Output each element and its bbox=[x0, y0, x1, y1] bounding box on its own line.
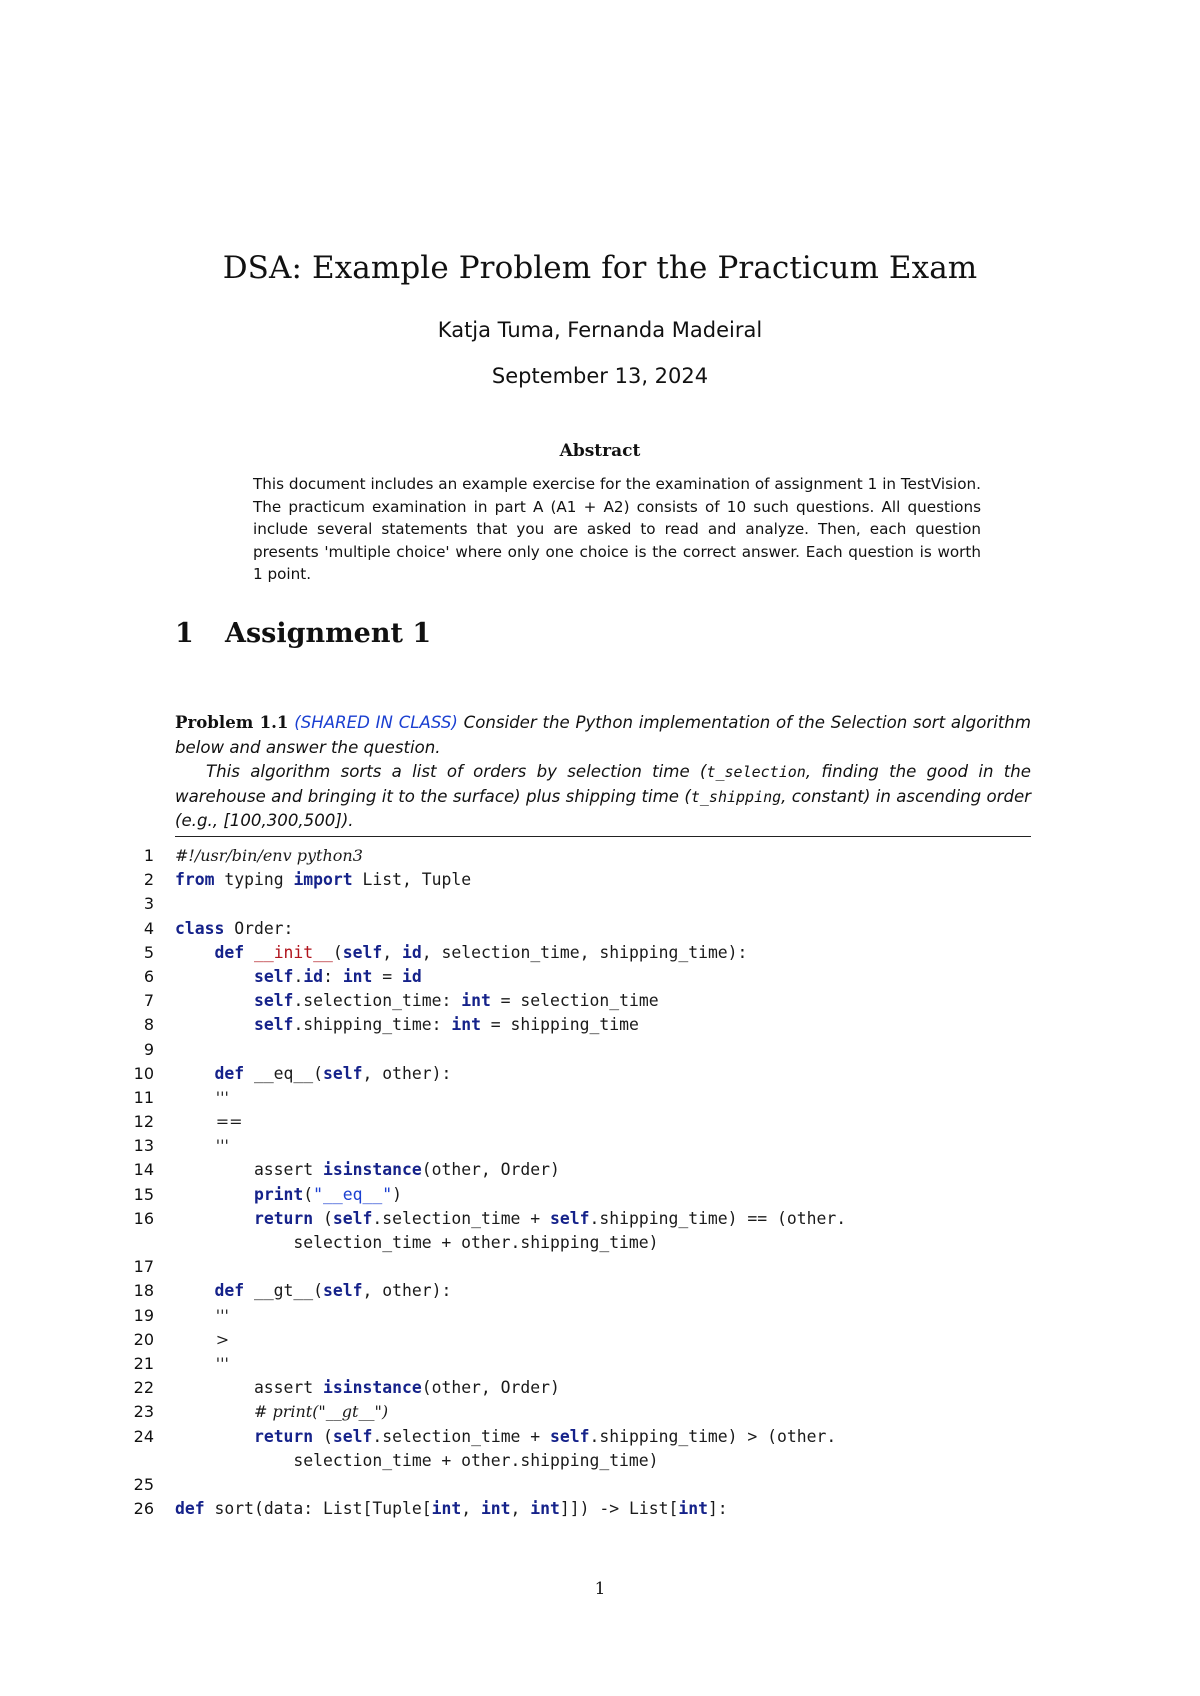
code-token: self bbox=[332, 1426, 373, 1446]
line-number: 13 bbox=[133, 1136, 154, 1156]
code-token: __eq__( bbox=[244, 1063, 324, 1083]
code-token: List, Tuple bbox=[352, 870, 472, 890]
problem-description bbox=[175, 760, 1031, 834]
code-token: , bbox=[510, 1499, 531, 1519]
line-number: 19 bbox=[133, 1305, 154, 1325]
code-token: ( bbox=[313, 1426, 333, 1446]
code-token: self bbox=[253, 966, 294, 986]
code-listing bbox=[130, 844, 1060, 1521]
code-text: selection_time + other.shipping_time) bbox=[175, 1450, 659, 1470]
code-line bbox=[130, 1352, 1060, 1376]
code-token: typing bbox=[214, 870, 294, 890]
code-token: int bbox=[530, 1499, 560, 1519]
code-token: assert bbox=[175, 1160, 324, 1180]
code-token: self bbox=[323, 1063, 363, 1083]
code-token: self bbox=[253, 991, 294, 1011]
code-token: ( bbox=[303, 1184, 314, 1204]
line-number: 10 bbox=[133, 1063, 154, 1083]
code-token bbox=[175, 1209, 254, 1228]
line-number: 11 bbox=[133, 1087, 154, 1107]
line-number: 5 bbox=[143, 942, 154, 962]
line-number: 8 bbox=[143, 1015, 154, 1035]
code-text: ''' bbox=[175, 1136, 229, 1156]
code-text: ''' bbox=[175, 1087, 229, 1107]
problem-label: Problem 1.1 bbox=[175, 712, 289, 732]
code-token: .selection_time + bbox=[372, 1426, 551, 1446]
code-token: isinstance bbox=[323, 1378, 422, 1398]
code-text: ''' bbox=[175, 1305, 229, 1325]
code-line bbox=[130, 917, 1060, 941]
code-token: class bbox=[175, 918, 225, 938]
code-token: def bbox=[175, 1499, 205, 1519]
code-token: id bbox=[402, 966, 422, 986]
code-line bbox=[130, 1158, 1060, 1182]
code-token bbox=[175, 1427, 254, 1446]
code-line bbox=[130, 1086, 1060, 1110]
line-number: 23 bbox=[133, 1402, 154, 1422]
code-line bbox=[130, 1038, 1060, 1062]
code-text: == bbox=[175, 1112, 243, 1132]
code-comment: # print("__gt__") bbox=[253, 1402, 389, 1422]
code-token: self bbox=[550, 1208, 590, 1228]
code-token: id bbox=[303, 966, 324, 986]
code-token: from bbox=[175, 870, 215, 890]
line-number: 18 bbox=[133, 1281, 154, 1301]
code-token: . bbox=[293, 966, 304, 986]
line-number: 15 bbox=[133, 1184, 154, 1204]
problem-desc-part: , finding the good in the warehouse and bringing it to the surface) plus shipping time ( bbox=[175, 762, 1031, 806]
code-line bbox=[130, 1013, 1060, 1037]
code-line bbox=[130, 1255, 1060, 1279]
line-number: 2 bbox=[143, 870, 154, 890]
code-text bbox=[175, 1400, 388, 1424]
line-number: 26 bbox=[133, 1499, 154, 1519]
code-line bbox=[130, 1110, 1060, 1134]
code-text bbox=[175, 1207, 846, 1231]
code-line-continuation bbox=[130, 1231, 1060, 1255]
code-token: = bbox=[372, 966, 403, 986]
code-token: : bbox=[323, 966, 343, 986]
code-text: #!/usr/bin/env python3 bbox=[175, 846, 363, 865]
line-number: 24 bbox=[133, 1426, 154, 1446]
code-token: Order: bbox=[224, 918, 294, 938]
line-number: 7 bbox=[143, 991, 154, 1011]
code-text bbox=[175, 1158, 560, 1182]
code-line bbox=[130, 1062, 1060, 1086]
code-token: import bbox=[293, 870, 353, 890]
code-token: return bbox=[253, 1426, 314, 1446]
code-token: int bbox=[431, 1499, 462, 1519]
code-text bbox=[175, 1183, 402, 1207]
code-text: > bbox=[175, 1329, 230, 1349]
code-token: sort(data: List[Tuple[ bbox=[204, 1499, 432, 1519]
code-text bbox=[175, 1062, 451, 1086]
problem-statement bbox=[175, 710, 1031, 834]
code-token: int bbox=[342, 966, 373, 986]
line-number: 1 bbox=[143, 846, 154, 865]
line-number: 20 bbox=[133, 1329, 154, 1349]
code-line bbox=[130, 1328, 1060, 1352]
code-token bbox=[175, 1015, 254, 1034]
code-token: ]]) -> List[ bbox=[559, 1499, 679, 1519]
code-token: (other, Order) bbox=[421, 1160, 560, 1180]
code-token: def bbox=[175, 1063, 245, 1083]
section-title: Assignment 1 bbox=[225, 618, 432, 649]
problem-tag: (SHARED IN CLASS) bbox=[294, 713, 458, 732]
code-text bbox=[175, 989, 659, 1013]
code-token: .selection_time: bbox=[293, 991, 462, 1011]
line-number: 14 bbox=[133, 1160, 154, 1180]
code-text: selection_time + other.shipping_time) bbox=[175, 1233, 659, 1252]
line-number: 21 bbox=[133, 1353, 154, 1373]
abstract-body bbox=[253, 473, 981, 586]
code-token: , bbox=[461, 1499, 481, 1519]
inline-code: t_shipping bbox=[690, 787, 782, 806]
code-token: self bbox=[253, 1015, 294, 1035]
line-number: 25 bbox=[133, 1474, 154, 1494]
code-token: .selection_time + bbox=[372, 1208, 551, 1228]
code-text bbox=[175, 1497, 728, 1521]
code-token: .shipping_time) > (other. bbox=[589, 1426, 837, 1446]
inline-code: t_selection bbox=[706, 763, 806, 781]
line-number: 12 bbox=[133, 1112, 154, 1132]
code-token: assert bbox=[175, 1378, 324, 1398]
code-token: print bbox=[253, 1184, 304, 1204]
line-number: 17 bbox=[133, 1257, 154, 1277]
code-token: ]: bbox=[707, 1499, 728, 1519]
code-token: self bbox=[323, 1281, 363, 1301]
code-token: (other, Order) bbox=[421, 1378, 560, 1398]
code-token: id bbox=[402, 942, 422, 962]
code-line bbox=[130, 1473, 1060, 1497]
code-line bbox=[130, 941, 1060, 965]
code-token: def bbox=[175, 1281, 245, 1301]
code-token: int bbox=[678, 1499, 708, 1519]
code-line bbox=[130, 1400, 1060, 1424]
line-number: 16 bbox=[133, 1208, 154, 1228]
code-token bbox=[175, 967, 254, 986]
section-number: 1 bbox=[175, 618, 194, 649]
code-token: isinstance bbox=[323, 1160, 422, 1180]
code-text bbox=[175, 965, 422, 989]
code-token: self bbox=[332, 1208, 373, 1228]
code-token bbox=[175, 1185, 254, 1204]
code-token: "__eq__" bbox=[313, 1184, 393, 1204]
code-line bbox=[130, 1304, 1060, 1328]
code-token: = selection_time bbox=[490, 991, 659, 1011]
page-number: 1 bbox=[594, 1579, 606, 1599]
code-line bbox=[130, 1279, 1060, 1303]
code-token: , other): bbox=[362, 1281, 452, 1301]
code-line bbox=[130, 1497, 1060, 1521]
problem-desc-part: This algorithm sorts a list of orders by selection time ( bbox=[206, 762, 707, 781]
code-line bbox=[130, 1376, 1060, 1400]
code-token: int bbox=[451, 1015, 481, 1035]
code-text bbox=[175, 941, 747, 965]
code-token: .shipping_time: bbox=[293, 1015, 452, 1035]
code-text bbox=[175, 1376, 560, 1400]
code-token: ( bbox=[332, 942, 343, 962]
code-token: ( bbox=[313, 1208, 333, 1228]
code-token: ) bbox=[392, 1184, 402, 1204]
line-number: 9 bbox=[143, 1039, 154, 1059]
line-number: 22 bbox=[133, 1378, 154, 1398]
code-token: .shipping_time) == (other. bbox=[589, 1208, 847, 1228]
code-text bbox=[175, 1279, 451, 1303]
line-number: 4 bbox=[143, 918, 154, 938]
code-token: , selection_time, shipping_time): bbox=[421, 942, 748, 962]
code-line bbox=[130, 1183, 1060, 1207]
line-number: 6 bbox=[143, 966, 154, 986]
abstract-text: This document includes an example exercise for the examination of assignment 1 in TestVision. The practicum examination in part A (A1 + A2) consists of 10 such questions. All questions include several statements that you are asked to read and analyze. Then, each question presents 'multiple choice' where only one choice is the correct answer. Each question is worth 1 point. bbox=[253, 475, 981, 584]
section-heading bbox=[175, 618, 431, 649]
code-text bbox=[175, 917, 293, 941]
paper-title: DSA: Example Problem for the Practicum Exam bbox=[222, 250, 978, 286]
code-token: , bbox=[382, 942, 403, 962]
problem-intro-paragraph bbox=[175, 710, 1031, 760]
code-line bbox=[130, 1425, 1060, 1449]
code-text bbox=[175, 1425, 836, 1449]
code-line bbox=[130, 1134, 1060, 1158]
code-token: __init__ bbox=[253, 942, 333, 962]
abstract-heading: Abstract bbox=[559, 441, 641, 461]
code-line bbox=[130, 844, 1060, 868]
code-line bbox=[130, 989, 1060, 1013]
code-token: self bbox=[550, 1426, 590, 1446]
code-token: = shipping_time bbox=[480, 1015, 639, 1035]
code-token: int bbox=[461, 991, 491, 1011]
code-text bbox=[175, 868, 471, 892]
listing-top-rule bbox=[175, 836, 1031, 837]
code-line bbox=[130, 1207, 1060, 1231]
paper-date: September 13, 2024 bbox=[491, 364, 709, 388]
code-token: int bbox=[480, 1499, 511, 1519]
code-token bbox=[175, 991, 254, 1010]
line-number: 3 bbox=[143, 894, 154, 914]
code-line bbox=[130, 965, 1060, 989]
code-token: def bbox=[175, 942, 254, 962]
code-token: , other): bbox=[362, 1063, 452, 1083]
code-text: ''' bbox=[175, 1353, 229, 1373]
code-token bbox=[175, 1402, 254, 1421]
code-token: self bbox=[342, 942, 383, 962]
code-token: __gt__( bbox=[244, 1281, 324, 1301]
problem-desc-part: , constant) in ascending order (e.g., [100,300,500]). bbox=[175, 786, 1032, 830]
code-text bbox=[175, 1013, 639, 1037]
problem-intro: Consider the Python implementation of the Selection sort algorithm below and answer the question. bbox=[175, 713, 1031, 757]
code-line bbox=[130, 892, 1060, 916]
paper-authors: Katja Tuma, Fernanda Madeiral bbox=[437, 318, 763, 342]
code-line-continuation bbox=[130, 1449, 1060, 1473]
code-line bbox=[130, 868, 1060, 892]
code-token: return bbox=[253, 1208, 314, 1228]
